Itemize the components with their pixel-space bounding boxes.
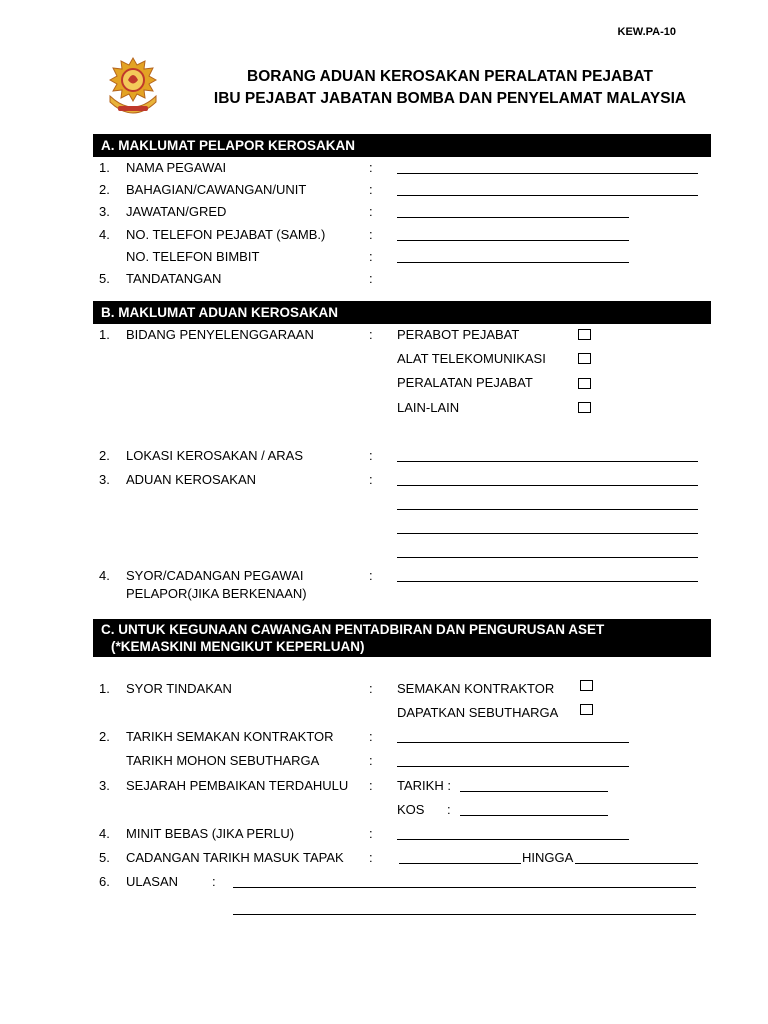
jbpm-crest-logo bbox=[104, 56, 162, 122]
aduan-field-line[interactable] bbox=[397, 485, 698, 486]
alat-telekomunikasi-checkbox[interactable] bbox=[578, 353, 591, 364]
field-label: TANDATANGAN bbox=[126, 271, 222, 286]
colon: : bbox=[447, 802, 451, 817]
section-c-title: C. UNTUK KEGUNAAN CAWANGAN PENTADBIRAN DAN PENGURUSAN ASET bbox=[101, 622, 605, 637]
item-number: 2. bbox=[99, 182, 110, 197]
tarikh-mohon-field[interactable] bbox=[397, 766, 629, 767]
field-label: ADUAN KEROSAKAN bbox=[126, 472, 257, 487]
field-label-continued: PELAPOR(JIKA BERKENAAN) bbox=[126, 586, 307, 601]
section-c-subtitle: (*KEMASKINI MENGIKUT KEPERLUAN) bbox=[111, 639, 365, 654]
colon: : bbox=[369, 448, 373, 463]
section-c-header bbox=[93, 619, 711, 657]
sejarah-kos-field[interactable] bbox=[460, 815, 608, 816]
colon: : bbox=[369, 850, 373, 865]
tarikh-label: TARIKH : bbox=[397, 778, 451, 793]
colon: : bbox=[369, 327, 373, 342]
nama-pegawai-field[interactable] bbox=[397, 173, 698, 174]
kos-label: KOS bbox=[397, 802, 425, 817]
form-code: KEW.PA-10 bbox=[617, 26, 676, 38]
option-label: PERALATAN PEJABAT bbox=[397, 375, 533, 390]
option-label: DAPATKAN SEBUTHARGA bbox=[397, 705, 559, 720]
tarikh-semakan-field[interactable] bbox=[397, 742, 629, 743]
minit-bebas-field[interactable] bbox=[397, 839, 629, 840]
item-number: 1. bbox=[99, 681, 110, 696]
field-label: BIDANG PENYELENGGARAAN bbox=[126, 327, 314, 342]
field-label: CADANGAN TARIKH MASUK TAPAK bbox=[126, 850, 344, 865]
item-number: 1. bbox=[99, 160, 110, 175]
colon: : bbox=[369, 681, 373, 696]
section-a-header: A. MAKLUMAT PELAPOR KEROSAKAN bbox=[93, 134, 711, 157]
telefon-pejabat-field[interactable] bbox=[397, 240, 629, 241]
colon: : bbox=[212, 874, 216, 889]
colon: : bbox=[369, 249, 373, 264]
item-number: 3. bbox=[99, 472, 110, 487]
colon: : bbox=[369, 729, 373, 744]
item-number: 3. bbox=[99, 204, 110, 219]
colon: : bbox=[369, 753, 373, 768]
section-b-header: B. MAKLUMAT ADUAN KEROSAKAN bbox=[93, 301, 711, 324]
field-label: MINIT BEBAS (JIKA PERLU) bbox=[126, 826, 295, 841]
colon: : bbox=[369, 271, 373, 286]
semakan-kontraktor-checkbox[interactable] bbox=[580, 680, 593, 691]
field-label: NO. TELEFON PEJABAT (SAMB.) bbox=[126, 227, 326, 242]
bahagian-field[interactable] bbox=[397, 195, 698, 196]
form-subtitle: IBU PEJABAT JABATAN BOMBA DAN PENYELAMAT MALAYSIA bbox=[213, 90, 687, 107]
colon: : bbox=[369, 568, 373, 583]
lain-lain-checkbox[interactable] bbox=[578, 402, 591, 413]
syor-cadangan-field[interactable] bbox=[397, 581, 698, 582]
field-label: JAWATAN/GRED bbox=[126, 204, 227, 219]
field-label: LOKASI KEROSAKAN / ARAS bbox=[126, 448, 304, 463]
peralatan-pejabat-checkbox[interactable] bbox=[578, 378, 591, 389]
field-label: SYOR/CADANGAN PEGAWAI bbox=[126, 568, 304, 583]
colon: : bbox=[369, 778, 373, 793]
colon: : bbox=[369, 472, 373, 487]
colon: : bbox=[369, 182, 373, 197]
telefon-bimbit-field[interactable] bbox=[397, 262, 629, 263]
dapatkan-sebutharga-checkbox[interactable] bbox=[580, 704, 593, 715]
field-label: NAMA PEGAWAI bbox=[126, 160, 227, 175]
item-number: 4. bbox=[99, 826, 110, 841]
option-label: ALAT TELEKOMUNIKASI bbox=[397, 351, 546, 366]
option-label: PERABOT PEJABAT bbox=[397, 327, 520, 342]
aduan-field-line[interactable] bbox=[397, 533, 698, 534]
item-number: 2. bbox=[99, 448, 110, 463]
colon: : bbox=[369, 227, 373, 242]
colon: : bbox=[369, 204, 373, 219]
colon: : bbox=[369, 160, 373, 175]
tarikh-mula-field[interactable] bbox=[399, 863, 521, 864]
option-label: LAIN-LAIN bbox=[397, 400, 460, 415]
item-number: 5. bbox=[99, 271, 110, 286]
field-label: SYOR TINDAKAN bbox=[126, 681, 232, 696]
item-number: 3. bbox=[99, 778, 110, 793]
tarikh-akhir-field[interactable] bbox=[575, 863, 698, 864]
aduan-field-line[interactable] bbox=[397, 557, 698, 558]
ulasan-field-line[interactable] bbox=[233, 914, 696, 915]
lokasi-field[interactable] bbox=[397, 461, 698, 462]
option-label: SEMAKAN KONTRAKTOR bbox=[397, 681, 555, 696]
perabot-pejabat-checkbox[interactable] bbox=[578, 329, 591, 340]
field-label: SEJARAH PEMBAIKAN TERDAHULU bbox=[126, 778, 349, 793]
colon: : bbox=[369, 826, 373, 841]
item-number: 1. bbox=[99, 327, 110, 342]
field-label: ULASAN bbox=[126, 874, 179, 889]
item-number: 4. bbox=[99, 568, 110, 583]
aduan-field-line[interactable] bbox=[397, 509, 698, 510]
item-number: 2. bbox=[99, 729, 110, 744]
field-label: TARIKH SEMAKAN KONTRAKTOR bbox=[126, 729, 334, 744]
field-label: BAHAGIAN/CAWANGAN/UNIT bbox=[126, 182, 307, 197]
item-number: 6. bbox=[99, 874, 110, 889]
ulasan-field-line[interactable] bbox=[233, 887, 696, 888]
field-label: NO. TELEFON BIMBIT bbox=[126, 249, 260, 264]
hingga-label: HINGGA bbox=[522, 850, 574, 865]
form-title: BORANG ADUAN KEROSAKAN PERALATAN PEJABAT bbox=[247, 68, 653, 85]
item-number: 5. bbox=[99, 850, 110, 865]
field-label: TARIKH MOHON SEBUTHARGA bbox=[126, 753, 320, 768]
item-number: 4. bbox=[99, 227, 110, 242]
jawatan-field[interactable] bbox=[397, 217, 629, 218]
sejarah-tarikh-field[interactable] bbox=[460, 791, 608, 792]
